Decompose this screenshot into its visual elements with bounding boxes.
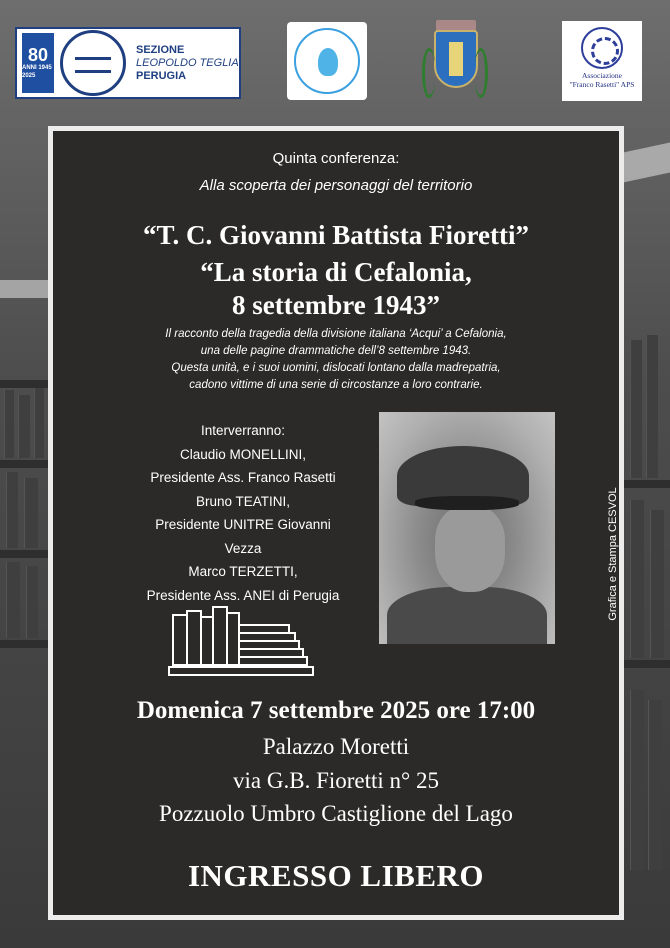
badge-number: 80	[27, 45, 49, 65]
description	[53, 326, 619, 394]
anei-logo	[15, 27, 241, 99]
officer-portrait-photo	[379, 412, 555, 644]
rasetti-line1: Associazione	[582, 71, 622, 80]
wreath-left-icon	[422, 48, 436, 98]
title-line1: “T. C. Giovanni Battista Fioretti”	[143, 220, 529, 250]
speaker-line: Claudio MONELLINI,	[179, 446, 307, 462]
print-credit	[598, 487, 619, 640]
anei-line2: LEOPOLDO TEGLIA	[136, 56, 239, 69]
anei-line3: PERUGIA	[136, 69, 187, 82]
books-icon	[167, 601, 317, 681]
poster-panel	[48, 126, 624, 920]
rasetti-line2: "Franco Rasetti" APS	[569, 80, 635, 89]
sponsor-logo-bar	[0, 0, 670, 110]
unitre-emblem-icon	[294, 28, 360, 94]
speaker-line: Vezza	[224, 540, 262, 556]
speaker-line: Bruno TEATINI,	[195, 493, 291, 509]
venue-address: via G.B. Fioretti n° 25	[233, 768, 439, 793]
event-date-time: Domenica 7 settembre 2025 ore 17:00	[136, 697, 536, 724]
speakers-heading: Interverranno:	[200, 423, 286, 438]
title-line3: 8 settembre 1943”	[232, 290, 440, 320]
speaker-line: Marco TERZETTI,	[188, 564, 298, 579]
atom-icon	[581, 27, 623, 69]
anei-section-text	[136, 44, 239, 83]
tower-icon	[449, 42, 463, 76]
credit-text: Grafica e Stampa CESVOL	[607, 487, 619, 621]
speaker-line: Presidente UNITRE Giovanni	[155, 517, 331, 532]
speakers-list	[128, 419, 358, 607]
anniversary-badge	[22, 33, 54, 93]
rasetti-text	[570, 71, 635, 89]
description-line: una delle pagine drammatiche dell’8 settembre 1943.	[200, 345, 472, 357]
conference-number: Quinta conferenza:	[272, 150, 400, 167]
speaker-line: Presidente Ass. ANEI di Perugia	[146, 587, 340, 603]
rasetti-logo	[562, 21, 642, 101]
conference-series: Alla scoperta dei personaggi del territorio	[199, 177, 473, 194]
anei-emblem-icon	[60, 30, 126, 96]
admission-free: INGRESSO LIBERO	[187, 858, 485, 893]
description-line: Il racconto della tragedia della divisione italiana ‘Acqui’ a Cefalonia,	[165, 328, 507, 340]
unitre-logo	[287, 22, 367, 100]
speaker-line: Presidente Ass. Franco Rasetti	[150, 470, 336, 485]
title-line2: “La storia di Cefalonia,	[200, 257, 472, 287]
municipal-crest-logo	[418, 18, 492, 110]
wreath-right-icon	[474, 48, 488, 98]
venue-town: Pozzuolo Umbro Castiglione del Lago	[159, 801, 513, 826]
badge-years: ANNI 1945 2025	[22, 65, 52, 79]
anei-line1: SEZIONE	[136, 43, 185, 56]
description-line: Questa unità, e i suoi uomini, dislocati lontano dalla madrepatria,	[171, 362, 501, 374]
description-line: cadono vittime di una serie di circostanze a loro contrarie.	[189, 379, 483, 391]
venue-name: Palazzo Moretti	[262, 734, 410, 759]
